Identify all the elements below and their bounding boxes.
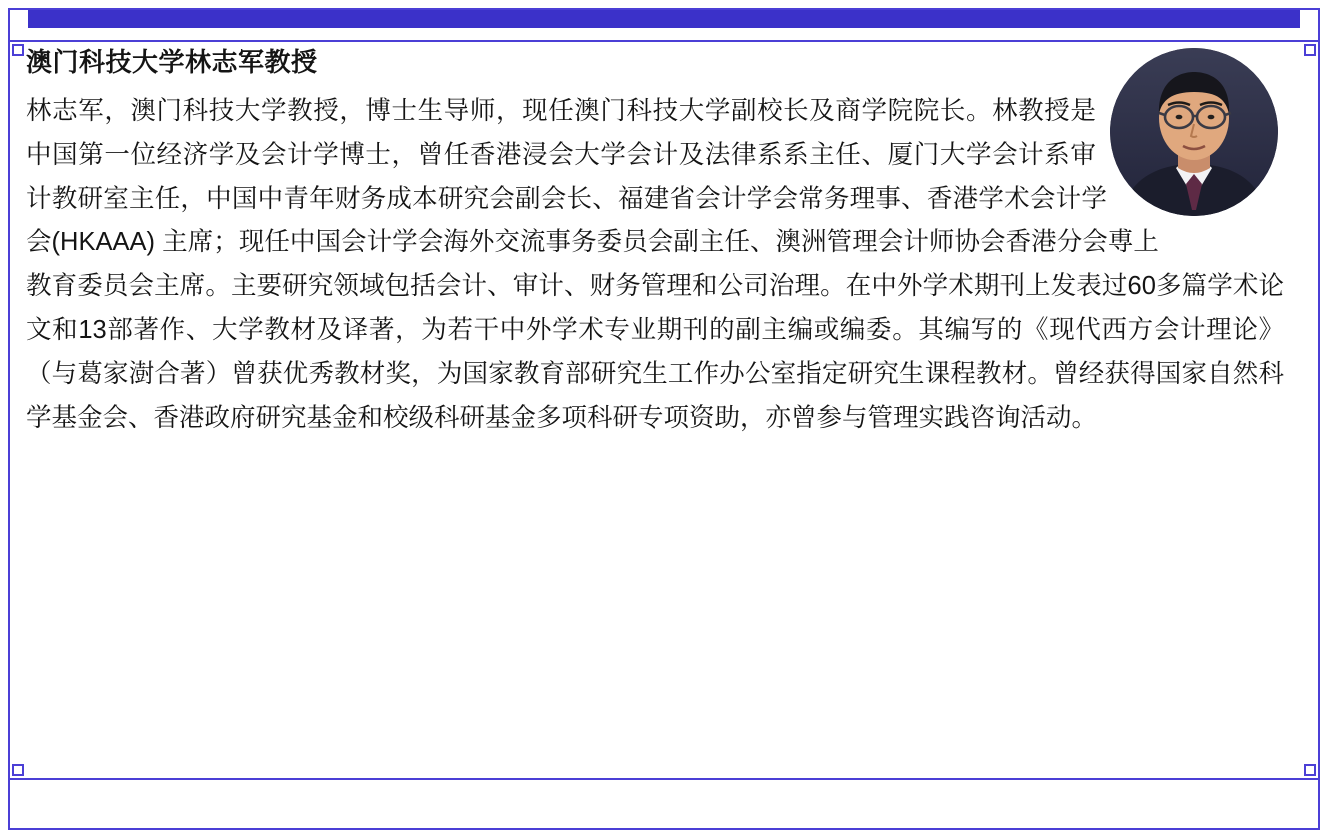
corner-marker-bottom-right [1304,764,1316,776]
bio-content [26,46,1284,706]
bio-paragraph-block [26,90,1284,441]
bio-paragraph: 林志军，澳门科技大学教授，博士生导师，现任澳门科技大学副校长及商学院院长。林教授是中国第一位经济学及会计学博士，曾任香港浸会大学会计及法律系系主任、厦门大学会计系审计教研室主任，中国中青年财务成本研究会副会长、福建省会计学会常务理事、香港学术会计学会(HKAAA) 主席；现任中国会计学会海外交流事务委员会副主任、澳洲管理会计师协会香港分会尃上教育委员会主席。主要研究领域包括会计、审计、财务管理和公司治理。在中外学术期刊上发表过60多篇学术论文和13部著作、大学教材及译著，为若干中外学术专业期刊的副主编或编委。其编写的《现代西方会计理论》（与葛家澍合著）曾获优秀教材奖，为国家教育部研究生工作办公室指定研究生课程教材。曾经获得国家自然科学基金会、香港政府研究基金和校级科研基金多项科研专项资助，亦曾参与管理实践咨询活动。 [26,96,1284,432]
page-title: 澳门科技大学林志军教授 [26,47,318,77]
corner-marker-bottom-left [12,764,24,776]
portrait-photo [1110,48,1278,216]
corner-marker-top-left [12,44,24,56]
corner-marker-top-right [1304,44,1316,56]
